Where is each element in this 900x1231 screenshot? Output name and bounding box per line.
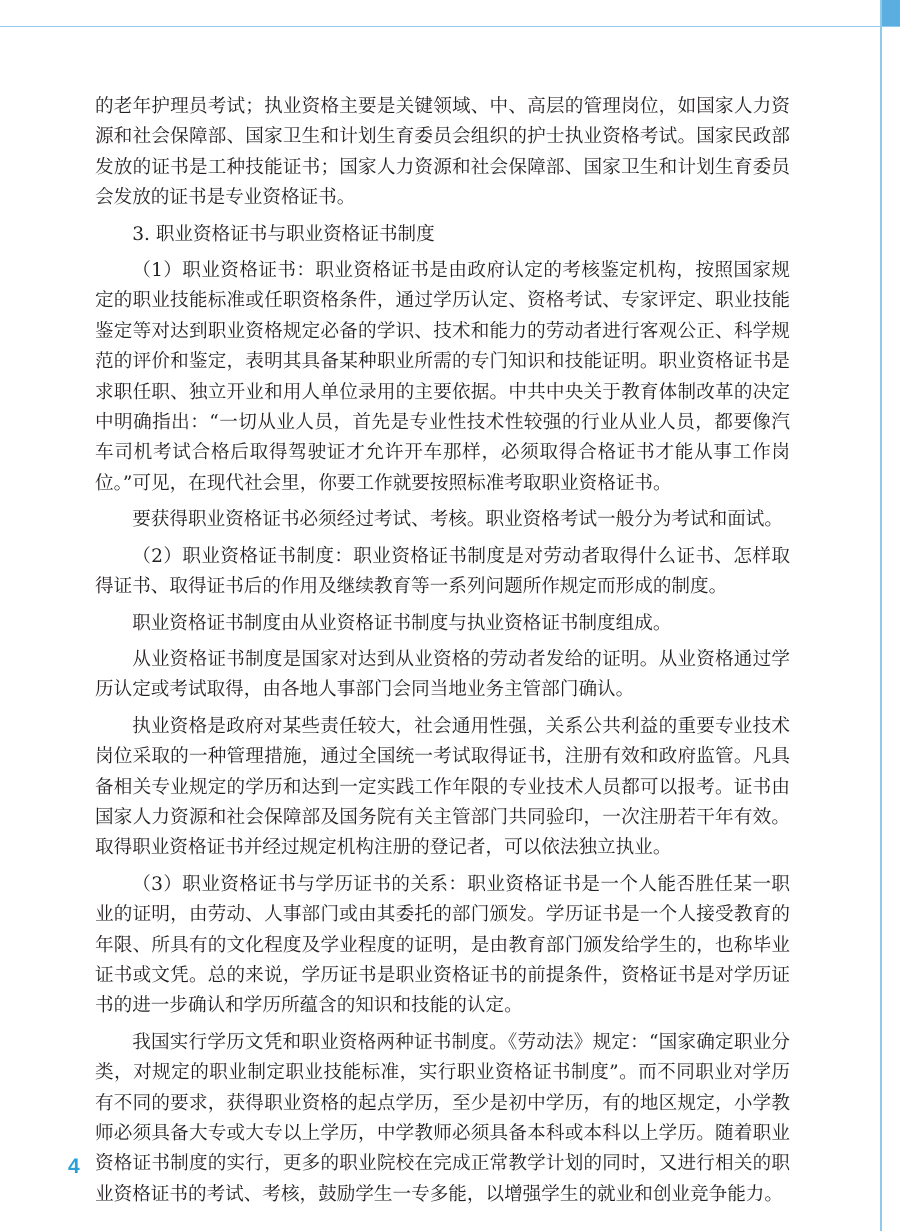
paragraph-certificate-system: （2）职业资格证书制度：职业资格证书制度是对劳动者取得什么证书、怎样取得证书、取得证书后的作用及继续教育等一系列问题所作规定而形成的制度。 xyxy=(95,545,790,598)
section-heading: 3. 职业资格证书与职业资格证书制度 xyxy=(132,223,435,245)
paragraph-exam: 要获得职业资格证书必须经过考试、考核。职业资格考试一般分为考试和面试。 xyxy=(132,509,783,531)
paragraph-practice-qualification: 从业资格证书制度是国家对达到从业资格的劳动者发给的证明。从业资格通过学历认定或考试取得，由各地人事部门会同当地业务主管部门确认。 xyxy=(95,648,790,701)
page-frame-right xyxy=(880,0,882,1231)
page-frame-top xyxy=(0,0,900,27)
page-number: 4 xyxy=(68,1155,80,1178)
page-frame-corner xyxy=(880,0,900,26)
page-body xyxy=(95,92,790,1216)
paragraph-certificate-definition: （1）职业资格证书：职业资格证书是由政府认定的考核鉴定机构，按照国家规定的职业技能标准或任职资格条件，通过学历认定、资格考试、专家评定、职业技能鉴定等对达到职业资格规定必备的学识、技术和能力的劳动者进行客观公正、科学规范的评价和鉴定，表明其具备某种职业所需的专门知识和技能证明。职业资格证书是求职任职、独立开业和用人单位录用的主要依据。中共中央关于教育体制改革的决定中明确指出：“一切从业人员，首先是专业性技术性较强的行业从业人员，都要像汽车司机考试合格后取得驾驶证才允许开车那样，必须取得合格证书才能从事工作岗位。”可见，在现代社会里，你要工作就要按照标准考取职业资格证书。 xyxy=(95,260,790,494)
paragraph-system-composition: 职业资格证书制度由从业资格证书制度与执业资格证书制度组成。 xyxy=(132,612,672,634)
paragraph-dual-certificate: 我国实行学历文凭和职业资格两种证书制度。《劳动法》规定：“国家确定职业分类，对规定的职业制定职业技能标准，实行职业资格证书制度”。而不同职业对学历有不同的要求，获得职业资格的起点学历，至少是初中学历，有的地区规定，小学教师必须具备大专或大专以上学历，中学教师必须具备本科或本科以上学历。随着职业资格证书制度的实行，更多的职业院校在完成正常教学计划的同时，又进行相关的职业资格证书的考试、考核，鼓励学生一专多能，以增强学生的就业和创业竞争能力。 xyxy=(95,1031,790,1205)
paragraph-continued: 的老年护理员考试；执业资格主要是关键领域、中、高层的管理岗位，如国家人力资源和社会保障部、国家卫生和计划生育委员会组织的护士执业资格考试。国家民政部发放的证书是工种技能证书；国家人力资源和社会保障部、国家卫生和计划生育委员会发放的证书是专业资格证书。 xyxy=(95,96,790,209)
paragraph-relation-to-diploma: （3）职业资格证书与学历证书的关系：职业资格证书是一个人能否胜任某一职业的证明，由劳动、人事部门或由其委托的部门颁发。学历证书是一个人接受教育的年限、所具有的文化程度及学业程度的证明，是由教育部门颁发给学生的，也称毕业证书或文凭。总的来说，学历证书是职业资格证书的前提条件，资格证书是对学历证书的进一步确认和学历所蕴含的知识和技能的认定。 xyxy=(95,873,790,1017)
paragraph-licensed-qualification: 执业资格是政府对某些责任较大，社会通用性强，关系公共利益的重要专业技术岗位采取的一种管理措施，通过全国统一考试取得证书，注册有效和政府监管。凡具备相关专业规定的学历和达到一定实践工作年限的专业技术人员都可以报考。证书由国家人力资源和社会保障部及国务院有关主管部门共同验印，一次注册若干年有效。取得职业资格证书并经过规定机构注册的登记者，可以依法独立执业。 xyxy=(95,715,790,859)
